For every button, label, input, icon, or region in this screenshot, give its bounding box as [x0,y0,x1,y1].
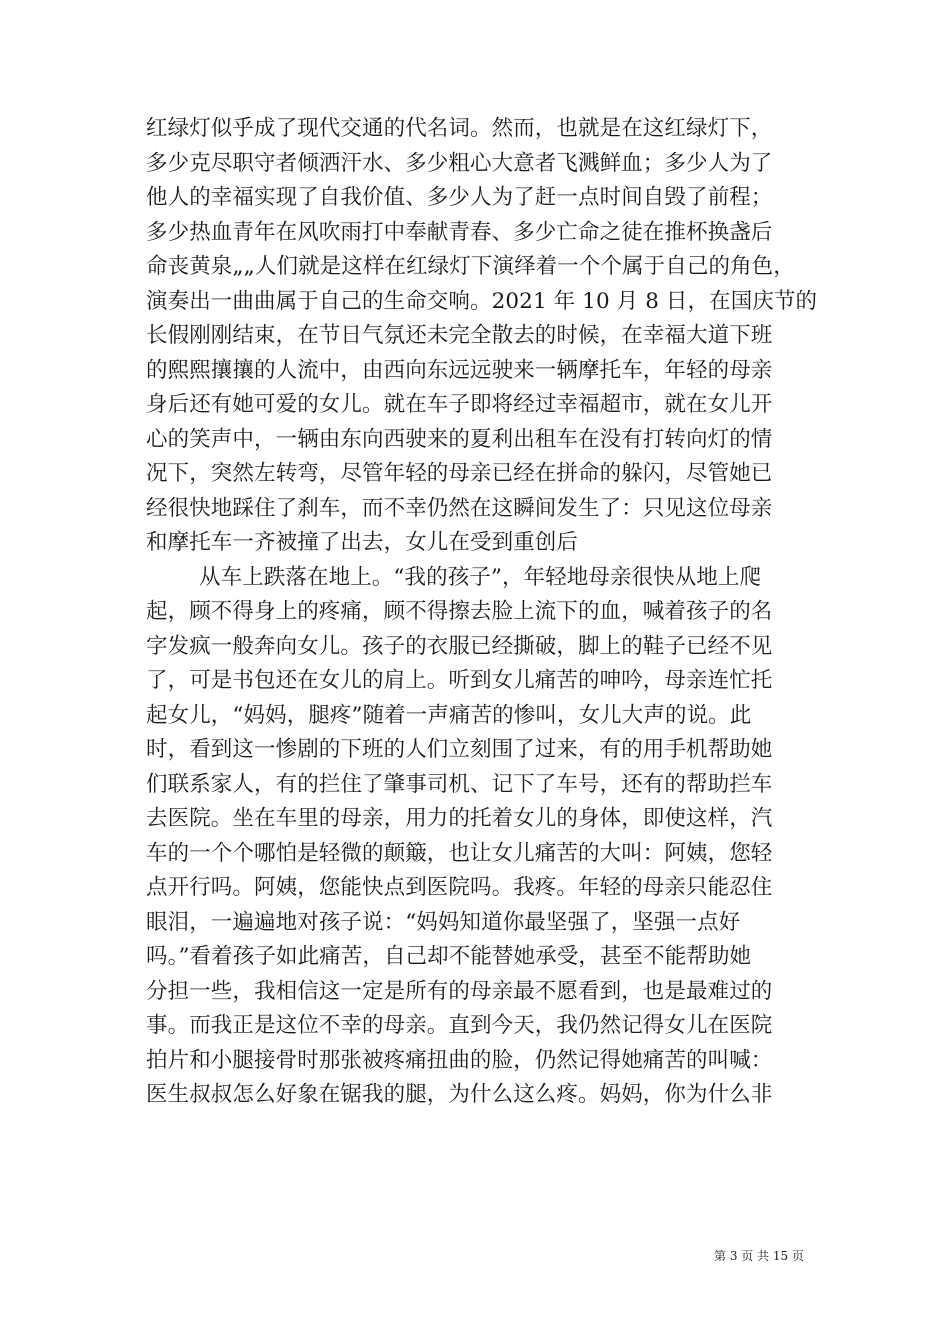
text-line: 们联系家人，有的拦住了肇事司机、记下了车号，还有的帮助拦车 [146,771,773,797]
text-line: 的熙熙攘攘的人流中，由西向东远远驶来一辆摩托车，年轻的母亲 [146,357,773,383]
text-line: 他人的幸福实现了自我价值、多少人为了赶一点时间自毁了前程； [146,185,773,210]
text-line: 拍片和小腿接骨时那张被疼痛扭曲的脸，仍然记得她痛苦的叫喊： [146,1047,773,1073]
text-line: 字发疯一般奔向女儿。孩子的衣服已经撕破，脚上的鞋子已经不见 [146,633,773,659]
text-line: 心的笑声中，一辆由东向西驶来的夏利出租车在没有打转向灯的情 [146,426,773,452]
text-line: 点开行吗。阿姨，您能快点到医院吗。我疼。年轻的母亲只能忍住 [146,875,773,900]
text-line: 长假刚刚结束，在节日气氛还未完全散去的时候，在幸福大道下班 [146,323,773,348]
text-line: 起女儿，“妈妈，腿疼”随着一声痛苦的惨叫，女儿大声的说。此 [146,702,752,728]
body-text [146,112,818,1113]
text-line: 事。而我正是这位不幸的母亲。直到今天，我仍然记得女儿在医院 [146,1013,773,1038]
text-line: 分担一些，我相信这一定是所有的母亲最不愿看到，也是最难过的 [146,978,773,1004]
text-line: 身后还有她可爱的女儿。就在车子即将经过幸福超市，就在女儿开 [146,392,773,417]
text-line: 多少克尽职守者倾洒汗水、多少粗心大意者飞溅鲜血；多少人为了 [146,150,773,176]
text-line: 和摩托车一齐被撞了出去，女儿在受到重创后 [146,530,579,555]
text-line: 吗。”看着孩子如此痛苦，自己却不能替她承受，甚至不能帮助她 [146,944,752,969]
text-line: 演奏出一曲曲属于自己的生命交响。2021 年 10 月 8 日，在国庆节的 [146,288,818,314]
paragraph-start-line: 从车上跌落在地上。“我的孩子”，年轻地母亲很快从地上爬 [199,564,762,590]
text-line: 起，顾不得身上的疼痛，顾不得擦去脸上流下的血，喊着孩子的名 [146,599,773,624]
text-line: 命丧黄泉„„人们就是这样在红绿灯下演绎着一个个属于自己的角色， [146,254,795,279]
text-line: 时，看到这一惨剧的下班的人们立刻围了过来，有的用手机帮助她 [146,737,773,762]
text-line: 红绿灯似乎成了现代交通的代名词。然而，也就是在这红绿灯下， [146,116,773,141]
text-line: 去医院。坐在车里的母亲，用力的托着女儿的身体，即使这样，汽 [146,806,773,831]
text-line: 况下，突然左转弯，尽管年轻的母亲已经在拼命的躲闪，尽管她已 [146,461,773,486]
page-number-footer: 第 3 页 共 15 页 [714,1249,804,1263]
text-line: 眼泪，一遍遍地对孩子说：“妈妈知道你最坚强了，坚强一点好 [146,909,741,935]
text-line: 车的一个个哪怕是轻微的颠簸，也让女儿痛苦的大叫：阿姨，您轻 [146,840,773,866]
text-line: 多少热血青年在风吹雨打中奉献青春、多少亡命之徒在推杯换盏后 [146,219,773,245]
text-line: 了，可是书包还在女儿的肩上。听到女儿痛苦的呻吟，母亲连忙托 [146,668,773,693]
text-line: 经很快地踩住了刹车，而不幸仍然在这瞬间发生了：只见这位母亲 [146,495,773,521]
text-line: 医生叔叔怎么好象在锯我的腿，为什么这么疼。妈妈，你为什么非 [146,1082,773,1107]
